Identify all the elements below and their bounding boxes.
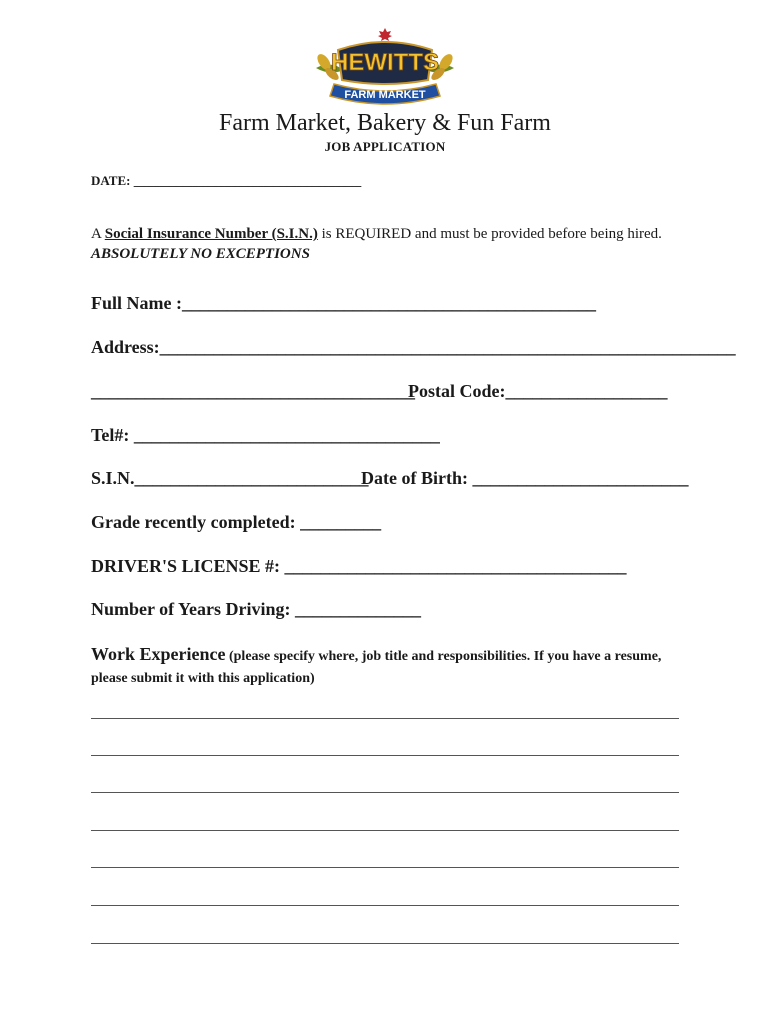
full-name-field[interactable]: Full Name :______________________________________________ — [91, 293, 596, 313]
dob-field[interactable]: Date of Birth: ________________________ — [361, 468, 689, 488]
work-experience-label: Work Experience — [91, 644, 226, 664]
notice-emphasis: ABSOLUTELY NO EXCEPTIONS — [91, 246, 310, 262]
notice-sin-phrase: Social Insurance Number (S.I.N.) — [104, 226, 318, 242]
notice-prefix: A — [91, 226, 105, 242]
notice-middle: is REQUIRED and must be provided before being hired. — [317, 226, 662, 242]
brand-text: HEWITTS — [331, 49, 439, 76]
work-experience-section — [91, 644, 691, 689]
work-experience-line[interactable] — [91, 867, 679, 868]
work-experience-line[interactable] — [91, 905, 679, 906]
grade-field[interactable]: Grade recently completed: _________ — [91, 512, 382, 532]
page-subtitle: JOB APPLICATION — [324, 139, 446, 154]
page-title: Farm Market, Bakery & Fun Farm — [219, 110, 551, 136]
ribbon-text: FARM MARKET — [344, 89, 426, 101]
address-field[interactable]: Address:________________________________________________________________ — [91, 337, 736, 357]
years-driving-field[interactable]: Number of Years Driving: ______________ — [91, 599, 421, 619]
maple-leaf-icon — [378, 28, 392, 41]
sin-field[interactable]: S.I.N.__________________________ — [91, 468, 369, 488]
date-field[interactable]: DATE: ___________________________________ — [91, 173, 362, 188]
work-experience-line[interactable] — [91, 718, 679, 719]
tel-field[interactable]: Tel#: __________________________________ — [91, 425, 440, 445]
hewitts-logo — [310, 22, 460, 114]
work-experience-line[interactable] — [91, 755, 679, 756]
postal-code-field[interactable]: Postal Code:__________________ — [408, 381, 668, 401]
work-experience-note: (please specify where, job title and responsibilities. If you have a resume, please submit it with this application) — [91, 649, 662, 686]
sin-notice — [91, 224, 691, 264]
work-experience-line[interactable] — [91, 830, 679, 831]
address-line2-field[interactable]: ____________________________________ — [91, 381, 415, 401]
work-experience-line[interactable] — [91, 943, 679, 944]
drivers-license-field[interactable]: DRIVER'S LICENSE #: ______________________________________ — [91, 556, 627, 576]
work-experience-line[interactable] — [91, 792, 679, 793]
